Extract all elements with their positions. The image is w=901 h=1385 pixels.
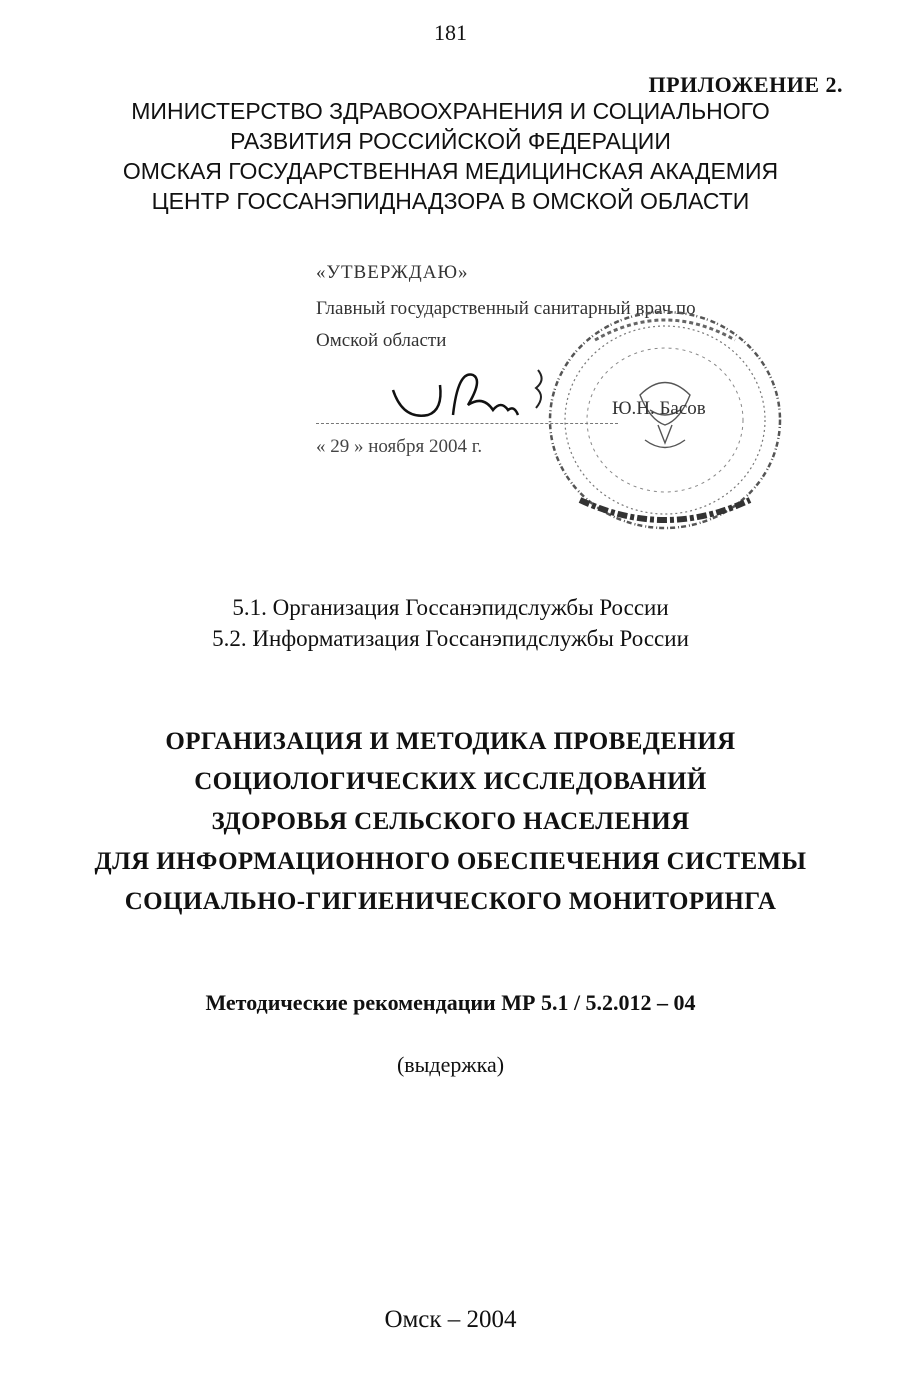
organization-line: РАЗВИТИЯ РОССИЙСКОЙ ФЕДЕРАЦИИ: [230, 128, 671, 154]
document-title: [0, 722, 901, 922]
organization-line: МИНИСТЕРСТВО ЗДРАВООХРАНЕНИЯ И СОЦИАЛЬНОГО: [131, 98, 770, 124]
title-line: СОЦИОЛОГИЧЕСКИХ ИССЛЕДОВАНИЙ: [194, 768, 707, 795]
title-line: ОРГАНИЗАЦИЯ И МЕТОДИКА ПРОВЕДЕНИЯ: [165, 728, 736, 755]
approval-heading: «УТВЕРЖДАЮ»: [316, 262, 469, 283]
signature-line: [316, 423, 618, 424]
page-number: 181: [434, 20, 467, 45]
approval-position: Главный государственный санитарный врач по: [316, 298, 696, 319]
organization-header: [0, 96, 901, 216]
title-line: ДЛЯ ИНФОРМАЦИОННОГО ОБЕСПЕЧЕНИЯ СИСТЕМЫ: [94, 848, 807, 875]
organization-line: ОМСКАЯ ГОСУДАРСТВЕННАЯ МЕДИЦИНСКАЯ АКАДЕМИЯ: [122, 158, 779, 184]
title-line: СОЦИАЛЬНО-ГИГИЕНИЧЕСКОГО МОНИТОРИНГА: [124, 888, 777, 915]
approver-name: Ю.Н. Басов: [612, 398, 706, 419]
signature: [378, 360, 578, 430]
organization-line: ЦЕНТР ГОССАНЭПИДНАДЗОРА В ОМСКОЙ ОБЛАСТИ: [151, 188, 750, 214]
series-list: [0, 592, 901, 654]
series-item: 5.1. Организация Госсанэпидслужбы России: [232, 595, 669, 620]
approval-date: « 29 » ноября 2004 г.: [316, 436, 483, 457]
document-subtitle: Методические рекомендации МР 5.1 / 5.2.012 – 04: [205, 990, 696, 1015]
title-line: ЗДОРОВЬЯ СЕЛЬСКОГО НАСЕЛЕНИЯ: [211, 808, 690, 835]
series-item: 5.2. Информатизация Госсанэпидслужбы России: [212, 626, 689, 651]
appendix-label: ПРИЛОЖЕНИЕ 2.: [648, 72, 843, 97]
excerpt-note: (выдержка): [396, 1052, 505, 1077]
approval-region: Омской области: [316, 330, 447, 351]
place-year: Омск – 2004: [384, 1306, 517, 1333]
